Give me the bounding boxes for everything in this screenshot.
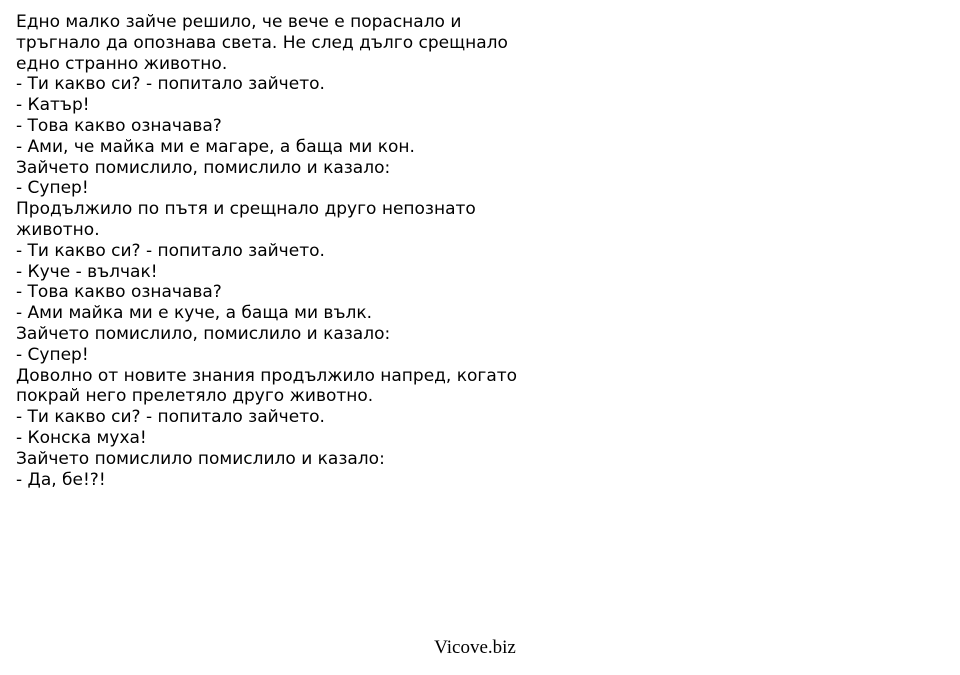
- joke-line: тръгнало да опознава света. Не след дълго срещнало: [16, 32, 508, 53]
- joke-line: - Куче - вълчак!: [16, 261, 158, 282]
- joke-line: Зайчето помислило, помислило и казало:: [16, 157, 391, 178]
- joke-line: - Катър!: [16, 95, 90, 116]
- joke-line: Доволно от новите знания продължило напред, когато: [16, 365, 518, 386]
- site-footer-label: Vicove.biz: [434, 637, 516, 658]
- joke-line: - Конска муха!: [16, 427, 147, 448]
- joke-line: едно странно животно.: [16, 53, 228, 74]
- joke-line: - Ами майка ми е куче, а баща ми вълк.: [16, 303, 373, 324]
- joke-line: покрай него прелетяло друго животно.: [16, 386, 374, 407]
- joke-line: Зайчето помислило помислило и казало:: [16, 448, 385, 469]
- joke-line: - Това какво означава?: [16, 115, 222, 136]
- joke-text: [16, 12, 616, 490]
- joke-line: - Ти какво си? - попитало зайчето.: [16, 240, 325, 261]
- joke-line: Продължило по пътя и срещнало друго непознато: [16, 199, 476, 220]
- joke-line: Зайчето помислило, помислило и казало:: [16, 323, 391, 344]
- joke-line: - Супер!: [16, 178, 89, 199]
- joke-line: - Супер!: [16, 344, 89, 365]
- joke-line: Едно малко зайче решило, че вече е пораснало и: [16, 12, 462, 32]
- joke-line: - Това какво означава?: [16, 282, 222, 303]
- joke-line: - Ами, че майка ми е магаре, а баща ми кон.: [16, 136, 415, 157]
- joke-line: - Да, бе!?!: [16, 469, 106, 490]
- joke-line: - Ти какво си? - попитало зайчето.: [16, 74, 325, 95]
- joke-line: - Ти какво си? - попитало зайчето.: [16, 407, 325, 428]
- joke-line: животно.: [16, 219, 100, 240]
